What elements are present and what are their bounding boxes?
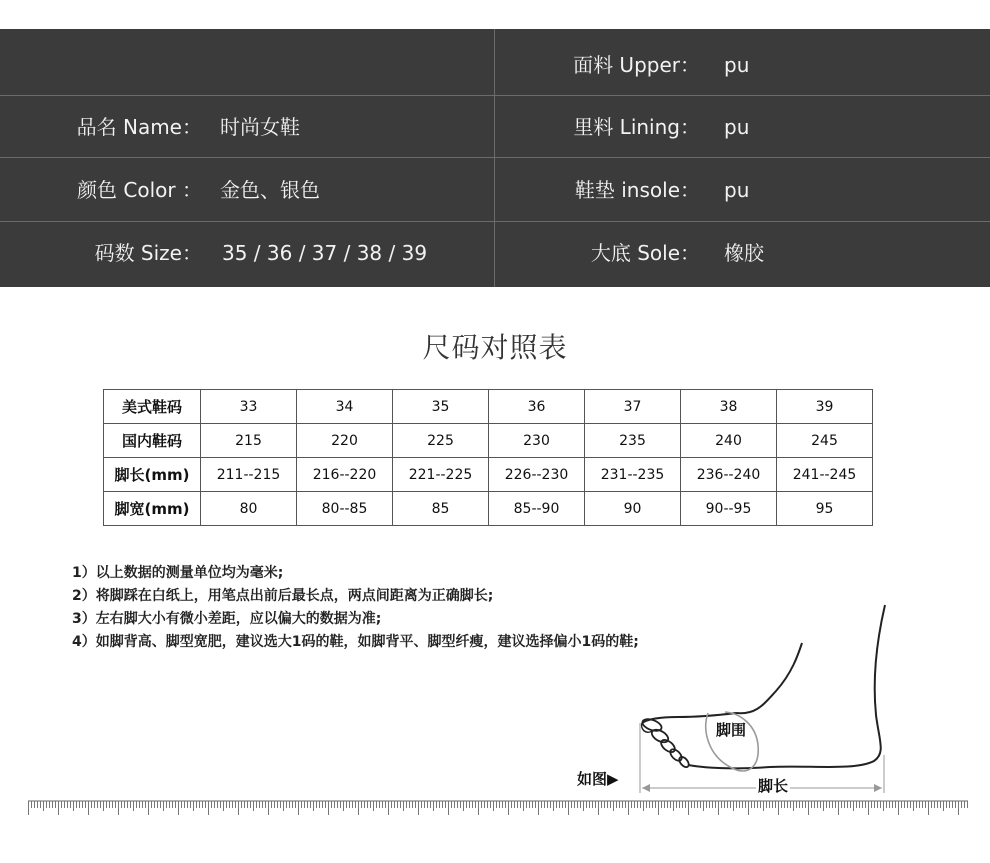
table-cell: 34 <box>297 390 393 424</box>
table-cell: 215 <box>201 424 297 458</box>
spec-color-label: 颜色 Color ： <box>77 178 202 202</box>
table-cell: 37 <box>585 390 681 424</box>
circumference-label: 脚围 <box>716 721 747 739</box>
note-item: 2）将脚踩在白纸上，用笔点出前后最长点，两点间距离为正确脚长; <box>72 588 494 604</box>
note-item: 1）以上数据的测量单位均为毫米; <box>72 565 284 581</box>
table-cell: 85 <box>393 492 489 526</box>
table-cell: 35 <box>393 390 489 424</box>
table-cell: 36 <box>489 390 585 424</box>
spec-upper-value: pu <box>724 53 750 77</box>
table-cell: 90--95 <box>681 492 777 526</box>
size-table <box>103 389 873 526</box>
note-item: 3）左右脚大小有微小差距，应以偏大的数据为准; <box>72 611 382 627</box>
spec-name-value: 时尚女鞋 <box>220 115 300 139</box>
table-cell: 90 <box>585 492 681 526</box>
table-row <box>104 458 873 492</box>
spec-size-label: 码数 Size： <box>94 241 202 265</box>
spec-size-value: 35 / 36 / 37 / 38 / 39 <box>222 241 428 265</box>
table-cell: 33 <box>201 390 297 424</box>
spec-color-value: 金色、银色 <box>220 178 320 202</box>
table-cell: 80--85 <box>297 492 393 526</box>
ruler-icon <box>28 800 968 822</box>
spec-sole-value: 橡胶 <box>724 241 764 265</box>
spec-upper-label: 面料 Upper： <box>573 53 700 77</box>
row-header: 美式鞋码 <box>104 390 201 424</box>
row-header: 脚长(mm) <box>104 458 201 492</box>
table-cell: 225 <box>393 424 489 458</box>
table-cell: 231--235 <box>585 458 681 492</box>
table-row <box>104 390 873 424</box>
spec-insole-label: 鞋垫 insole： <box>574 178 700 202</box>
spec-lining-label: 里料 Lining： <box>573 115 700 139</box>
row-header: 脚宽(mm) <box>104 492 201 526</box>
table-cell: 216--220 <box>297 458 393 492</box>
length-label: 脚长 <box>758 777 789 795</box>
table-row <box>104 424 873 458</box>
table-cell: 226--230 <box>489 458 585 492</box>
table-cell: 95 <box>777 492 873 526</box>
row-header: 国内鞋码 <box>104 424 201 458</box>
table-cell: 85--90 <box>489 492 585 526</box>
product-spec-panel <box>0 29 990 287</box>
example-label: 如图▶ <box>577 770 619 788</box>
table-cell: 39 <box>777 390 873 424</box>
foot-illustration <box>560 595 900 804</box>
table-cell: 236--240 <box>681 458 777 492</box>
table-cell: 245 <box>777 424 873 458</box>
spec-name-label: 品名 Name： <box>76 115 202 139</box>
table-cell: 211--215 <box>201 458 297 492</box>
table-cell: 38 <box>681 390 777 424</box>
table-cell: 241--245 <box>777 458 873 492</box>
table-cell: 230 <box>489 424 585 458</box>
note-item: 4）如脚背高、脚型宽肥，建议选大1码的鞋，如脚背平、脚型纤瘦，建议选择偏小1码的鞋; <box>72 634 639 650</box>
spec-lining-value: pu <box>724 115 750 139</box>
spec-insole-value: pu <box>724 178 750 202</box>
table-cell: 240 <box>681 424 777 458</box>
table-cell: 235 <box>585 424 681 458</box>
spec-sole-label: 大底 Sole： <box>590 241 700 265</box>
size-chart-title: 尺码对照表 <box>422 331 568 364</box>
table-row <box>104 492 873 526</box>
table-cell: 80 <box>201 492 297 526</box>
measurement-notes <box>72 562 639 654</box>
table-cell: 220 <box>297 424 393 458</box>
table-cell: 221--225 <box>393 458 489 492</box>
